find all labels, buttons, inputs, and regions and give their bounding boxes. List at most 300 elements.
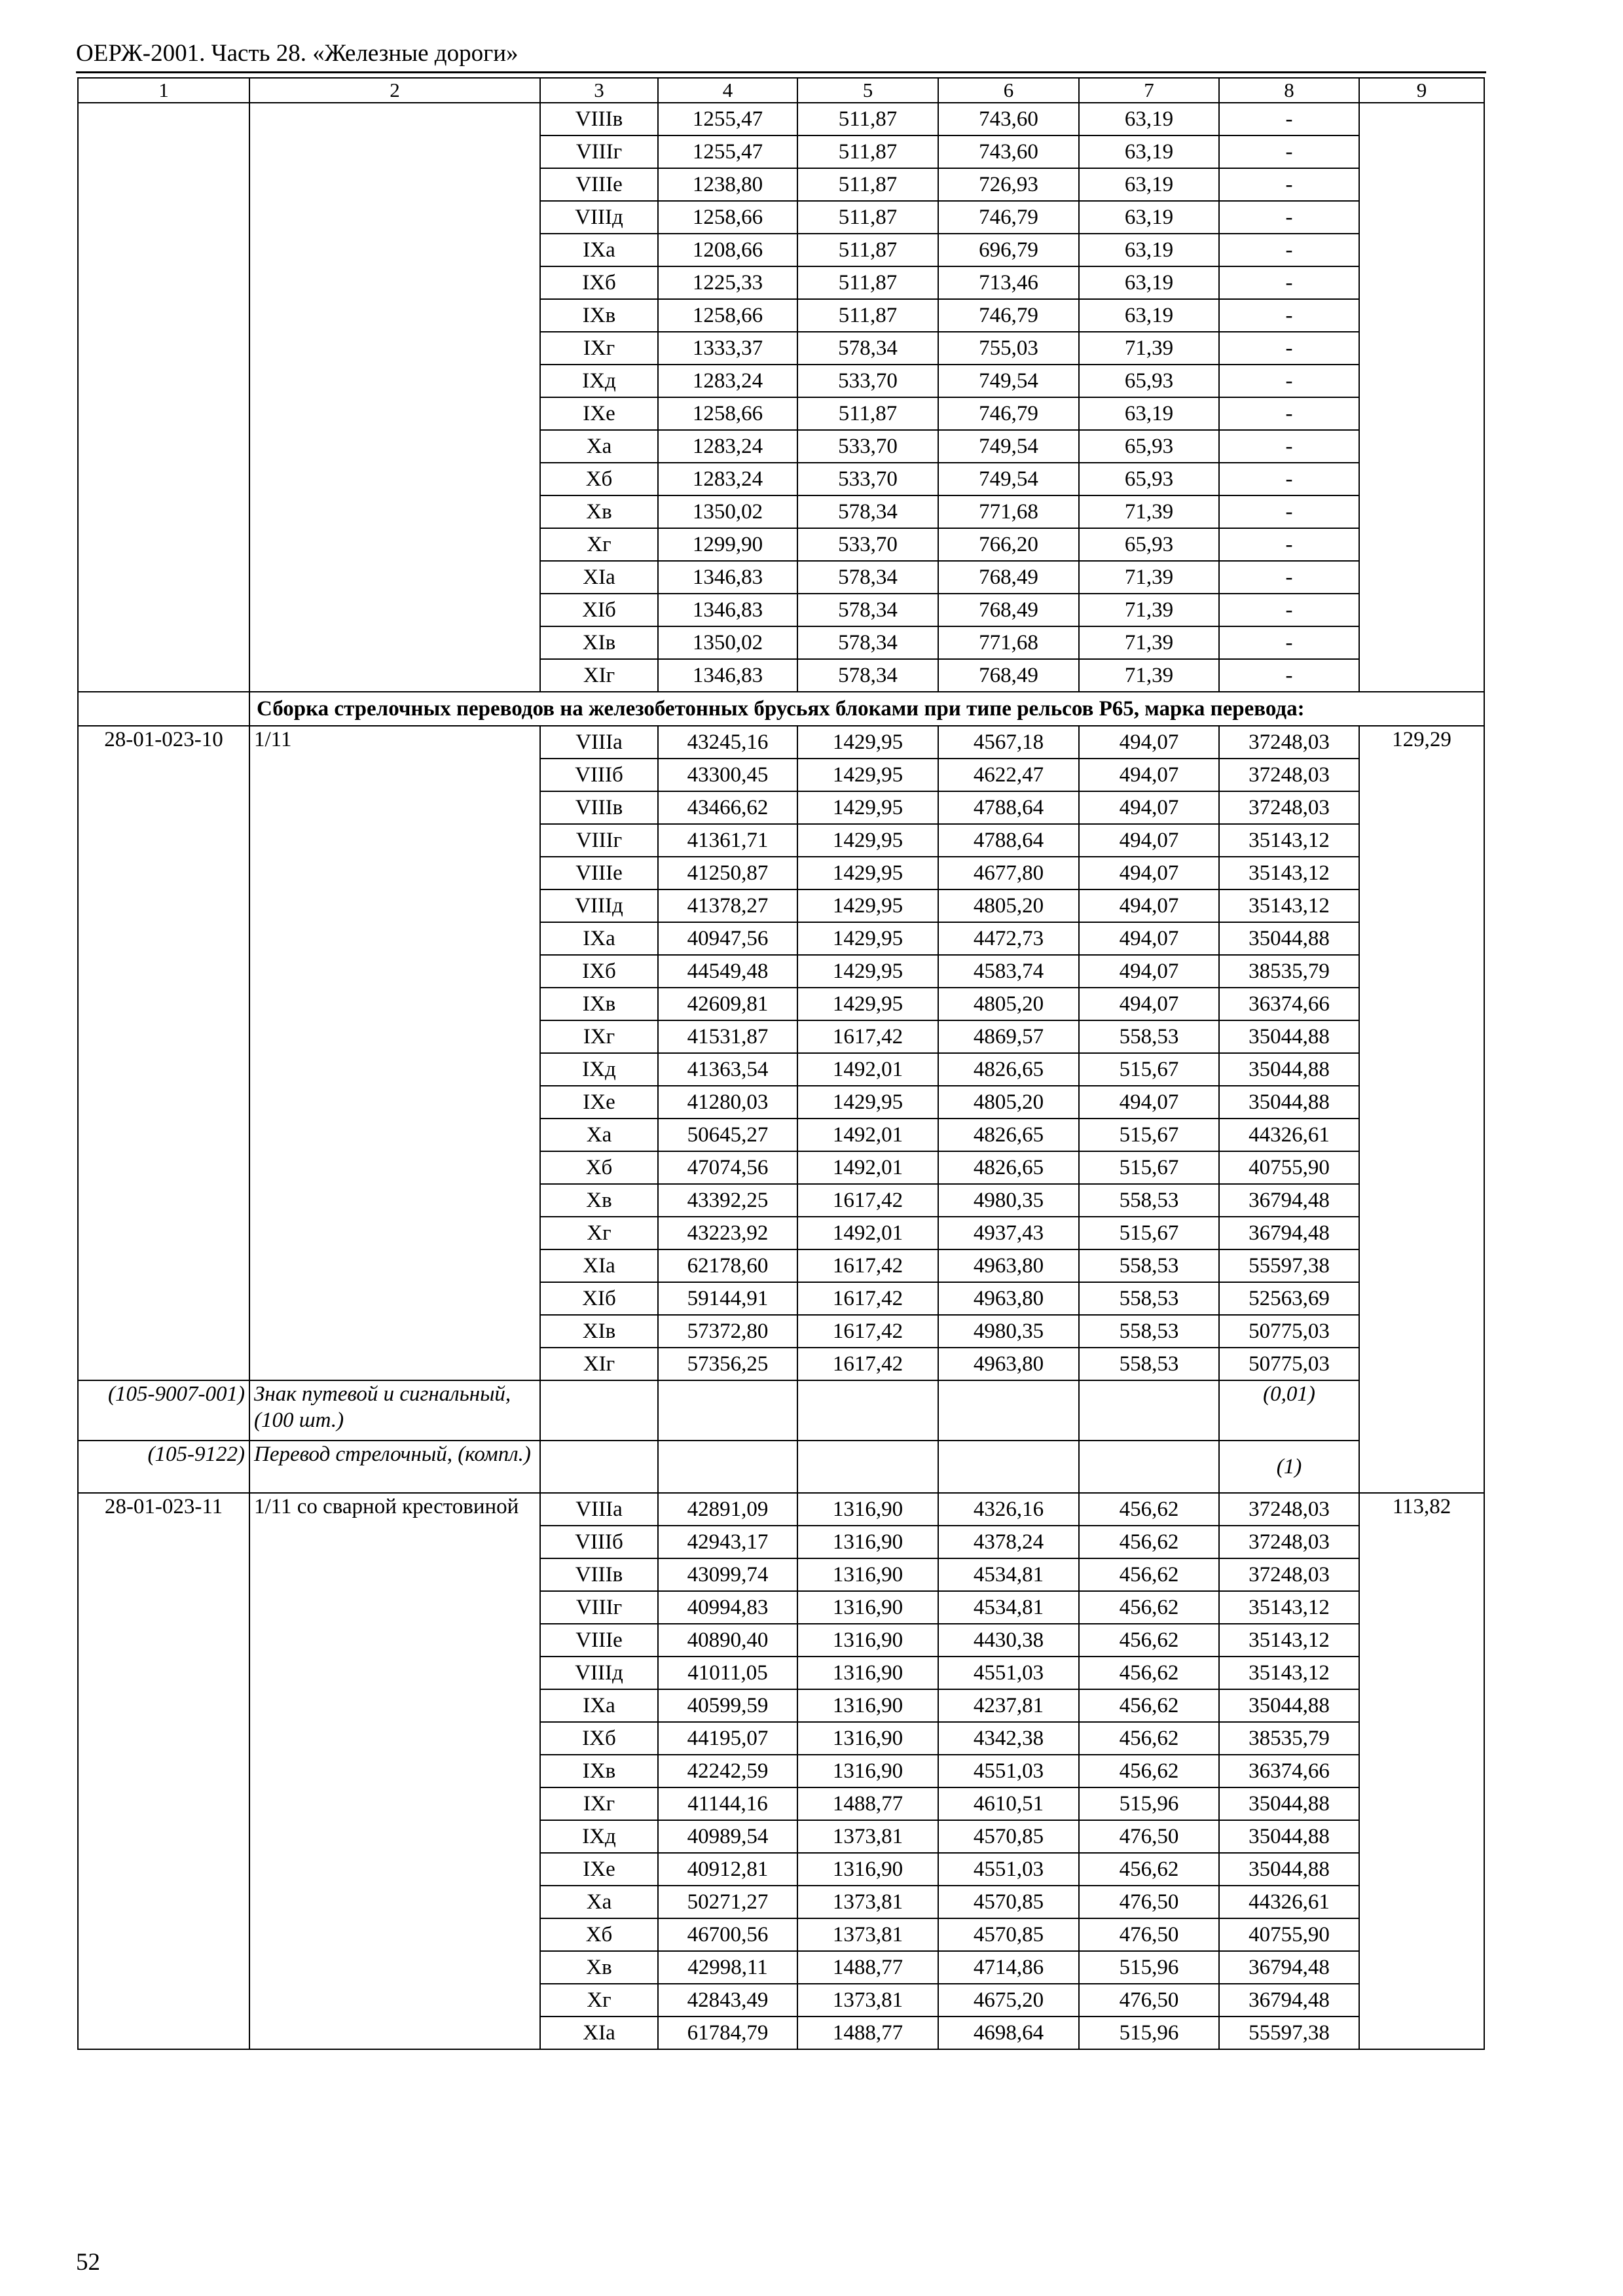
value-cell: 1316,90: [797, 1689, 938, 1722]
value-cell: 558,53: [1079, 1249, 1219, 1282]
value-cell: 558,53: [1079, 1315, 1219, 1348]
value-cell: 62178,60: [658, 1249, 797, 1282]
value-cell: 456,62: [1079, 1657, 1219, 1689]
value-cell: 494,07: [1079, 759, 1219, 791]
value-cell: 40755,90: [1219, 1918, 1359, 1951]
value-cell: 42609,81: [658, 988, 797, 1020]
value-cell: 35143,12: [1219, 857, 1359, 889]
value-cell: 4570,85: [938, 1918, 1079, 1951]
value-cell: 35143,12: [1219, 1657, 1359, 1689]
value-cell: 533,70: [797, 528, 938, 561]
value-cell: 476,50: [1079, 1984, 1219, 2017]
value-cell: 35143,12: [1219, 1591, 1359, 1624]
zone-cell: Xв: [540, 1951, 658, 1984]
value-cell: 1225,33: [658, 266, 797, 299]
value-cell: 37248,03: [1219, 1493, 1359, 1526]
value-cell: 1255,47: [658, 103, 797, 135]
value-cell: 1429,95: [797, 955, 938, 988]
zone-cell: IXв: [540, 299, 658, 332]
value-cell: 771,68: [938, 626, 1079, 659]
value-cell: 71,39: [1079, 659, 1219, 692]
zone-cell: VIIIа: [540, 726, 658, 759]
zone-cell: VIIIе: [540, 168, 658, 201]
zone-cell: IXг: [540, 1020, 658, 1053]
material-name: Перевод стрелочный, (компл.): [249, 1441, 540, 1493]
blank-cell: [540, 1441, 658, 1493]
value-cell: 1346,83: [658, 659, 797, 692]
column-header: 8: [1219, 78, 1359, 103]
value-cell: 494,07: [1079, 889, 1219, 922]
value-cell: 57372,80: [658, 1315, 797, 1348]
value-cell: 533,70: [797, 365, 938, 397]
value-cell: 749,54: [938, 430, 1079, 463]
table-row: [78, 726, 1484, 759]
column-header: 9: [1359, 78, 1484, 103]
value-cell: 41531,87: [658, 1020, 797, 1053]
value-cell: 558,53: [1079, 1184, 1219, 1217]
value-cell: 35143,12: [1219, 889, 1359, 922]
material-code: (105-9122): [78, 1441, 249, 1493]
value-cell: 4610,51: [938, 1787, 1079, 1820]
zone-cell: Xа: [540, 1119, 658, 1151]
value-cell: 1350,02: [658, 495, 797, 528]
zone-cell: Xв: [540, 1184, 658, 1217]
column-header: 3: [540, 78, 658, 103]
value-cell: 456,62: [1079, 1755, 1219, 1787]
value-cell: 4551,03: [938, 1755, 1079, 1787]
zone-cell: Xв: [540, 495, 658, 528]
value-cell: 50645,27: [658, 1119, 797, 1151]
value-cell: 746,79: [938, 299, 1079, 332]
zone-cell: IXе: [540, 397, 658, 430]
value-cell: 515,67: [1079, 1119, 1219, 1151]
value-cell: 476,50: [1079, 1918, 1219, 1951]
value-cell: 43223,92: [658, 1217, 797, 1249]
value-cell: 4980,35: [938, 1184, 1079, 1217]
value-cell: -: [1219, 430, 1359, 463]
value-cell: 42843,49: [658, 1984, 797, 2017]
value-cell: 50775,03: [1219, 1348, 1359, 1380]
unit-cell: 129,29: [1359, 726, 1484, 1493]
value-cell: 43466,62: [658, 791, 797, 824]
value-cell: 71,39: [1079, 332, 1219, 365]
value-cell: 42242,59: [658, 1755, 797, 1787]
section-title-row: [78, 692, 1484, 726]
value-cell: 36794,48: [1219, 1951, 1359, 1984]
value-cell: 1316,90: [797, 1755, 938, 1787]
value-cell: 511,87: [797, 234, 938, 266]
column-header: 2: [249, 78, 540, 103]
value-cell: 4622,47: [938, 759, 1079, 791]
value-cell: 456,62: [1079, 1853, 1219, 1886]
value-cell: 1429,95: [797, 791, 938, 824]
value-cell: 4378,24: [938, 1526, 1079, 1558]
zone-cell: XIб: [540, 1282, 658, 1315]
value-cell: 1373,81: [797, 1820, 938, 1853]
value-cell: 456,62: [1079, 1722, 1219, 1755]
table-header-row: [78, 78, 1484, 103]
value-cell: 743,60: [938, 103, 1079, 135]
value-cell: 4237,81: [938, 1689, 1079, 1722]
value-cell: 578,34: [797, 561, 938, 594]
item-code: 28-01-023-11: [78, 1493, 249, 2049]
value-cell: 511,87: [797, 266, 938, 299]
zone-cell: Xб: [540, 1151, 658, 1184]
value-cell: 1316,90: [797, 1657, 938, 1689]
value-cell: 71,39: [1079, 594, 1219, 626]
value-cell: 36794,48: [1219, 1217, 1359, 1249]
value-cell: 1617,42: [797, 1184, 938, 1217]
value-cell: -: [1219, 201, 1359, 234]
value-cell: 494,07: [1079, 955, 1219, 988]
zone-cell: XIа: [540, 561, 658, 594]
value-cell: 515,96: [1079, 1951, 1219, 1984]
value-cell: 578,34: [797, 626, 938, 659]
value-cell: 749,54: [938, 463, 1079, 495]
zone-cell: IXв: [540, 1755, 658, 1787]
value-cell: 43245,16: [658, 726, 797, 759]
column-header: 6: [938, 78, 1079, 103]
value-cell: 1283,24: [658, 430, 797, 463]
zone-cell: VIIIд: [540, 889, 658, 922]
value-cell: 63,19: [1079, 135, 1219, 168]
value-cell: 1492,01: [797, 1053, 938, 1086]
value-cell: 558,53: [1079, 1282, 1219, 1315]
value-cell: 533,70: [797, 463, 938, 495]
header-rule: [76, 71, 1486, 73]
value-cell: 1316,90: [797, 1591, 938, 1624]
zone-cell: VIIIг: [540, 1591, 658, 1624]
value-cell: 515,67: [1079, 1217, 1219, 1249]
material-row: [78, 1380, 1484, 1441]
value-cell: 749,54: [938, 365, 1079, 397]
value-cell: 511,87: [797, 299, 938, 332]
value-cell: 578,34: [797, 332, 938, 365]
blank-cell: [797, 1441, 938, 1493]
value-cell: 578,34: [797, 495, 938, 528]
value-cell: 59144,91: [658, 1282, 797, 1315]
unit-cell: [1359, 103, 1484, 692]
value-cell: 40989,54: [658, 1820, 797, 1853]
value-cell: 63,19: [1079, 234, 1219, 266]
value-cell: 1258,66: [658, 201, 797, 234]
value-cell: 40890,40: [658, 1624, 797, 1657]
table-row: [78, 103, 1484, 135]
value-cell: 768,49: [938, 594, 1079, 626]
zone-cell: VIIIг: [540, 824, 658, 857]
value-cell: 35143,12: [1219, 824, 1359, 857]
value-cell: 57356,25: [658, 1348, 797, 1380]
zone-cell: VIIIа: [540, 1493, 658, 1526]
value-cell: 578,34: [797, 594, 938, 626]
zone-cell: VIIIб: [540, 759, 658, 791]
value-cell: 476,50: [1079, 1820, 1219, 1853]
value-cell: 1492,01: [797, 1119, 938, 1151]
value-cell: 36374,66: [1219, 988, 1359, 1020]
value-cell: 4472,73: [938, 922, 1079, 955]
value-cell: 4675,20: [938, 1984, 1079, 2017]
value-cell: 515,96: [1079, 1787, 1219, 1820]
zone-cell: IXв: [540, 988, 658, 1020]
value-cell: 4570,85: [938, 1820, 1079, 1853]
value-cell: 1488,77: [797, 1951, 938, 1984]
value-cell: 37248,03: [1219, 1558, 1359, 1591]
blank-cell: [1079, 1441, 1219, 1493]
blank-cell: [540, 1380, 658, 1441]
value-cell: 1617,42: [797, 1315, 938, 1348]
value-cell: 1238,80: [658, 168, 797, 201]
value-cell: 533,70: [797, 430, 938, 463]
value-cell: 4805,20: [938, 988, 1079, 1020]
column-header: 4: [658, 78, 797, 103]
value-cell: 37248,03: [1219, 1526, 1359, 1558]
value-cell: 4937,43: [938, 1217, 1079, 1249]
value-cell: 42943,17: [658, 1526, 797, 1558]
zone-cell: XIа: [540, 1249, 658, 1282]
value-cell: 768,49: [938, 561, 1079, 594]
value-cell: 766,20: [938, 528, 1079, 561]
value-cell: 63,19: [1079, 103, 1219, 135]
value-cell: -: [1219, 594, 1359, 626]
value-cell: 494,07: [1079, 922, 1219, 955]
value-cell: 726,93: [938, 168, 1079, 201]
value-cell: 476,50: [1079, 1886, 1219, 1918]
zone-cell: VIIIг: [540, 135, 658, 168]
blank-cell: [1079, 1380, 1219, 1441]
value-cell: 511,87: [797, 135, 938, 168]
zone-cell: XIв: [540, 626, 658, 659]
value-cell: -: [1219, 332, 1359, 365]
value-cell: 36794,48: [1219, 1984, 1359, 2017]
value-cell: 1617,42: [797, 1249, 938, 1282]
page-number: 52: [76, 2249, 100, 2276]
value-cell: 40755,90: [1219, 1151, 1359, 1184]
material-code: (105-9007-001): [78, 1380, 249, 1441]
value-cell: 4869,57: [938, 1020, 1079, 1053]
zone-cell: VIIIв: [540, 1558, 658, 1591]
blank-cell: [797, 1380, 938, 1441]
value-cell: 38535,79: [1219, 955, 1359, 988]
value-cell: 55597,38: [1219, 1249, 1359, 1282]
material-row: [78, 1441, 1484, 1493]
value-cell: 4534,81: [938, 1558, 1079, 1591]
value-cell: 37248,03: [1219, 759, 1359, 791]
value-cell: 71,39: [1079, 626, 1219, 659]
value-cell: 35143,12: [1219, 1624, 1359, 1657]
zone-cell: Xб: [540, 1918, 658, 1951]
value-cell: 40912,81: [658, 1853, 797, 1886]
value-cell: 511,87: [797, 201, 938, 234]
value-cell: 43392,25: [658, 1184, 797, 1217]
value-cell: 1333,37: [658, 332, 797, 365]
item-code: 28-01-023-10: [78, 726, 249, 1380]
value-cell: 1255,47: [658, 135, 797, 168]
value-cell: 743,60: [938, 135, 1079, 168]
value-cell: 63,19: [1079, 266, 1219, 299]
value-cell: 1429,95: [797, 824, 938, 857]
blank-cell: [658, 1441, 797, 1493]
value-cell: 4567,18: [938, 726, 1079, 759]
value-cell: 50775,03: [1219, 1315, 1359, 1348]
value-cell: 1316,90: [797, 1558, 938, 1591]
value-cell: 771,68: [938, 495, 1079, 528]
value-cell: 44195,07: [658, 1722, 797, 1755]
value-cell: 41361,71: [658, 824, 797, 857]
value-cell: 494,07: [1079, 988, 1219, 1020]
value-cell: 35044,88: [1219, 1853, 1359, 1886]
value-cell: 41011,05: [658, 1657, 797, 1689]
value-cell: 40994,83: [658, 1591, 797, 1624]
value-cell: 494,07: [1079, 791, 1219, 824]
value-cell: 1346,83: [658, 594, 797, 626]
value-cell: 4963,80: [938, 1282, 1079, 1315]
value-cell: 38535,79: [1219, 1722, 1359, 1755]
value-cell: -: [1219, 495, 1359, 528]
value-cell: 65,93: [1079, 463, 1219, 495]
value-cell: 494,07: [1079, 824, 1219, 857]
value-cell: 63,19: [1079, 201, 1219, 234]
value-cell: 35044,88: [1219, 1086, 1359, 1119]
value-cell: 456,62: [1079, 1689, 1219, 1722]
blank-cell: [658, 1380, 797, 1441]
value-cell: 696,79: [938, 234, 1079, 266]
value-cell: 1373,81: [797, 1984, 938, 2017]
value-cell: 1373,81: [797, 1886, 938, 1918]
value-cell: 494,07: [1079, 726, 1219, 759]
zone-cell: IXд: [540, 1053, 658, 1086]
item-name: 1/11 со сварной крестовиной: [249, 1493, 540, 2049]
value-cell: 1258,66: [658, 397, 797, 430]
value-cell: 4788,64: [938, 824, 1079, 857]
zone-cell: XIг: [540, 659, 658, 692]
value-cell: 1492,01: [797, 1151, 938, 1184]
value-cell: 4805,20: [938, 1086, 1079, 1119]
value-cell: 61784,79: [658, 2017, 797, 2049]
column-header: 1: [78, 78, 249, 103]
value-cell: 515,96: [1079, 2017, 1219, 2049]
column-header: 5: [797, 78, 938, 103]
zone-cell: IXг: [540, 1787, 658, 1820]
value-cell: -: [1219, 397, 1359, 430]
value-cell: 63,19: [1079, 299, 1219, 332]
value-cell: 1316,90: [797, 1624, 938, 1657]
value-cell: 4430,38: [938, 1624, 1079, 1657]
code-cell: [78, 103, 249, 692]
value-cell: 1299,90: [658, 528, 797, 561]
zone-cell: VIIIд: [540, 1657, 658, 1689]
value-cell: -: [1219, 135, 1359, 168]
value-cell: 36794,48: [1219, 1184, 1359, 1217]
value-cell: 558,53: [1079, 1020, 1219, 1053]
value-cell: -: [1219, 528, 1359, 561]
value-cell: 1316,90: [797, 1722, 938, 1755]
value-cell: 1429,95: [797, 726, 938, 759]
value-cell: 4534,81: [938, 1591, 1079, 1624]
zone-cell: XIг: [540, 1348, 658, 1380]
value-cell: -: [1219, 103, 1359, 135]
value-cell: 1316,90: [797, 1493, 938, 1526]
value-cell: 1258,66: [658, 299, 797, 332]
value-cell: 35044,88: [1219, 1787, 1359, 1820]
value-cell: 35044,88: [1219, 1820, 1359, 1853]
value-cell: 63,19: [1079, 397, 1219, 430]
value-cell: 46700,56: [658, 1918, 797, 1951]
zone-cell: IXа: [540, 922, 658, 955]
value-cell: 4826,65: [938, 1119, 1079, 1151]
value-cell: 40947,56: [658, 922, 797, 955]
value-cell: 1208,66: [658, 234, 797, 266]
material-qty: (1): [1219, 1441, 1359, 1493]
value-cell: 41363,54: [658, 1053, 797, 1086]
value-cell: 36374,66: [1219, 1755, 1359, 1787]
zone-cell: VIIIе: [540, 1624, 658, 1657]
value-cell: 41144,16: [658, 1787, 797, 1820]
value-cell: 35044,88: [1219, 1053, 1359, 1086]
page-header-title: ОЕРЖ-2001. Часть 28. «Железные дороги»: [76, 40, 519, 67]
value-cell: 41250,87: [658, 857, 797, 889]
value-cell: 1373,81: [797, 1918, 938, 1951]
unit-cell: 113,82: [1359, 1493, 1484, 2049]
section-title: Сборка стрелочных переводов на железобетонных брусьях блоками при типе рельсов Р65, марка перевода:: [249, 692, 1484, 726]
value-cell: 42891,09: [658, 1493, 797, 1526]
value-cell: 4805,20: [938, 889, 1079, 922]
value-cell: 47074,56: [658, 1151, 797, 1184]
value-cell: 456,62: [1079, 1558, 1219, 1591]
zone-cell: XIа: [540, 2017, 658, 2049]
value-cell: 42998,11: [658, 1951, 797, 1984]
value-cell: 65,93: [1079, 365, 1219, 397]
value-cell: 1429,95: [797, 922, 938, 955]
value-cell: 44326,61: [1219, 1886, 1359, 1918]
value-cell: 40599,59: [658, 1689, 797, 1722]
zone-cell: VIIIд: [540, 201, 658, 234]
zone-cell: Xб: [540, 463, 658, 495]
value-cell: 65,93: [1079, 430, 1219, 463]
zone-cell: IXб: [540, 1722, 658, 1755]
value-cell: 4677,80: [938, 857, 1079, 889]
value-cell: 515,67: [1079, 1151, 1219, 1184]
value-cell: 456,62: [1079, 1624, 1219, 1657]
zone-cell: IXа: [540, 234, 658, 266]
value-cell: 4570,85: [938, 1886, 1079, 1918]
value-cell: 1283,24: [658, 365, 797, 397]
zone-cell: IXд: [540, 1820, 658, 1853]
value-cell: 515,67: [1079, 1053, 1219, 1086]
value-cell: 1283,24: [658, 463, 797, 495]
zone-cell: IXг: [540, 332, 658, 365]
value-cell: 1316,90: [797, 1526, 938, 1558]
value-cell: 4551,03: [938, 1657, 1079, 1689]
value-cell: 37248,03: [1219, 726, 1359, 759]
zone-cell: Xг: [540, 1217, 658, 1249]
value-cell: 4963,80: [938, 1348, 1079, 1380]
material-name: Знак путевой и сигнальный, (100 шт.): [249, 1380, 540, 1441]
zone-cell: VIIIв: [540, 791, 658, 824]
column-header: 7: [1079, 78, 1219, 103]
value-cell: 1429,95: [797, 988, 938, 1020]
zone-cell: IXе: [540, 1853, 658, 1886]
value-cell: 4583,74: [938, 955, 1079, 988]
value-cell: 1488,77: [797, 1787, 938, 1820]
value-cell: 35044,88: [1219, 922, 1359, 955]
value-cell: -: [1219, 234, 1359, 266]
value-cell: -: [1219, 626, 1359, 659]
value-cell: 768,49: [938, 659, 1079, 692]
blank-cell: [938, 1380, 1079, 1441]
value-cell: 1350,02: [658, 626, 797, 659]
zone-cell: IXб: [540, 955, 658, 988]
value-cell: 1617,42: [797, 1020, 938, 1053]
